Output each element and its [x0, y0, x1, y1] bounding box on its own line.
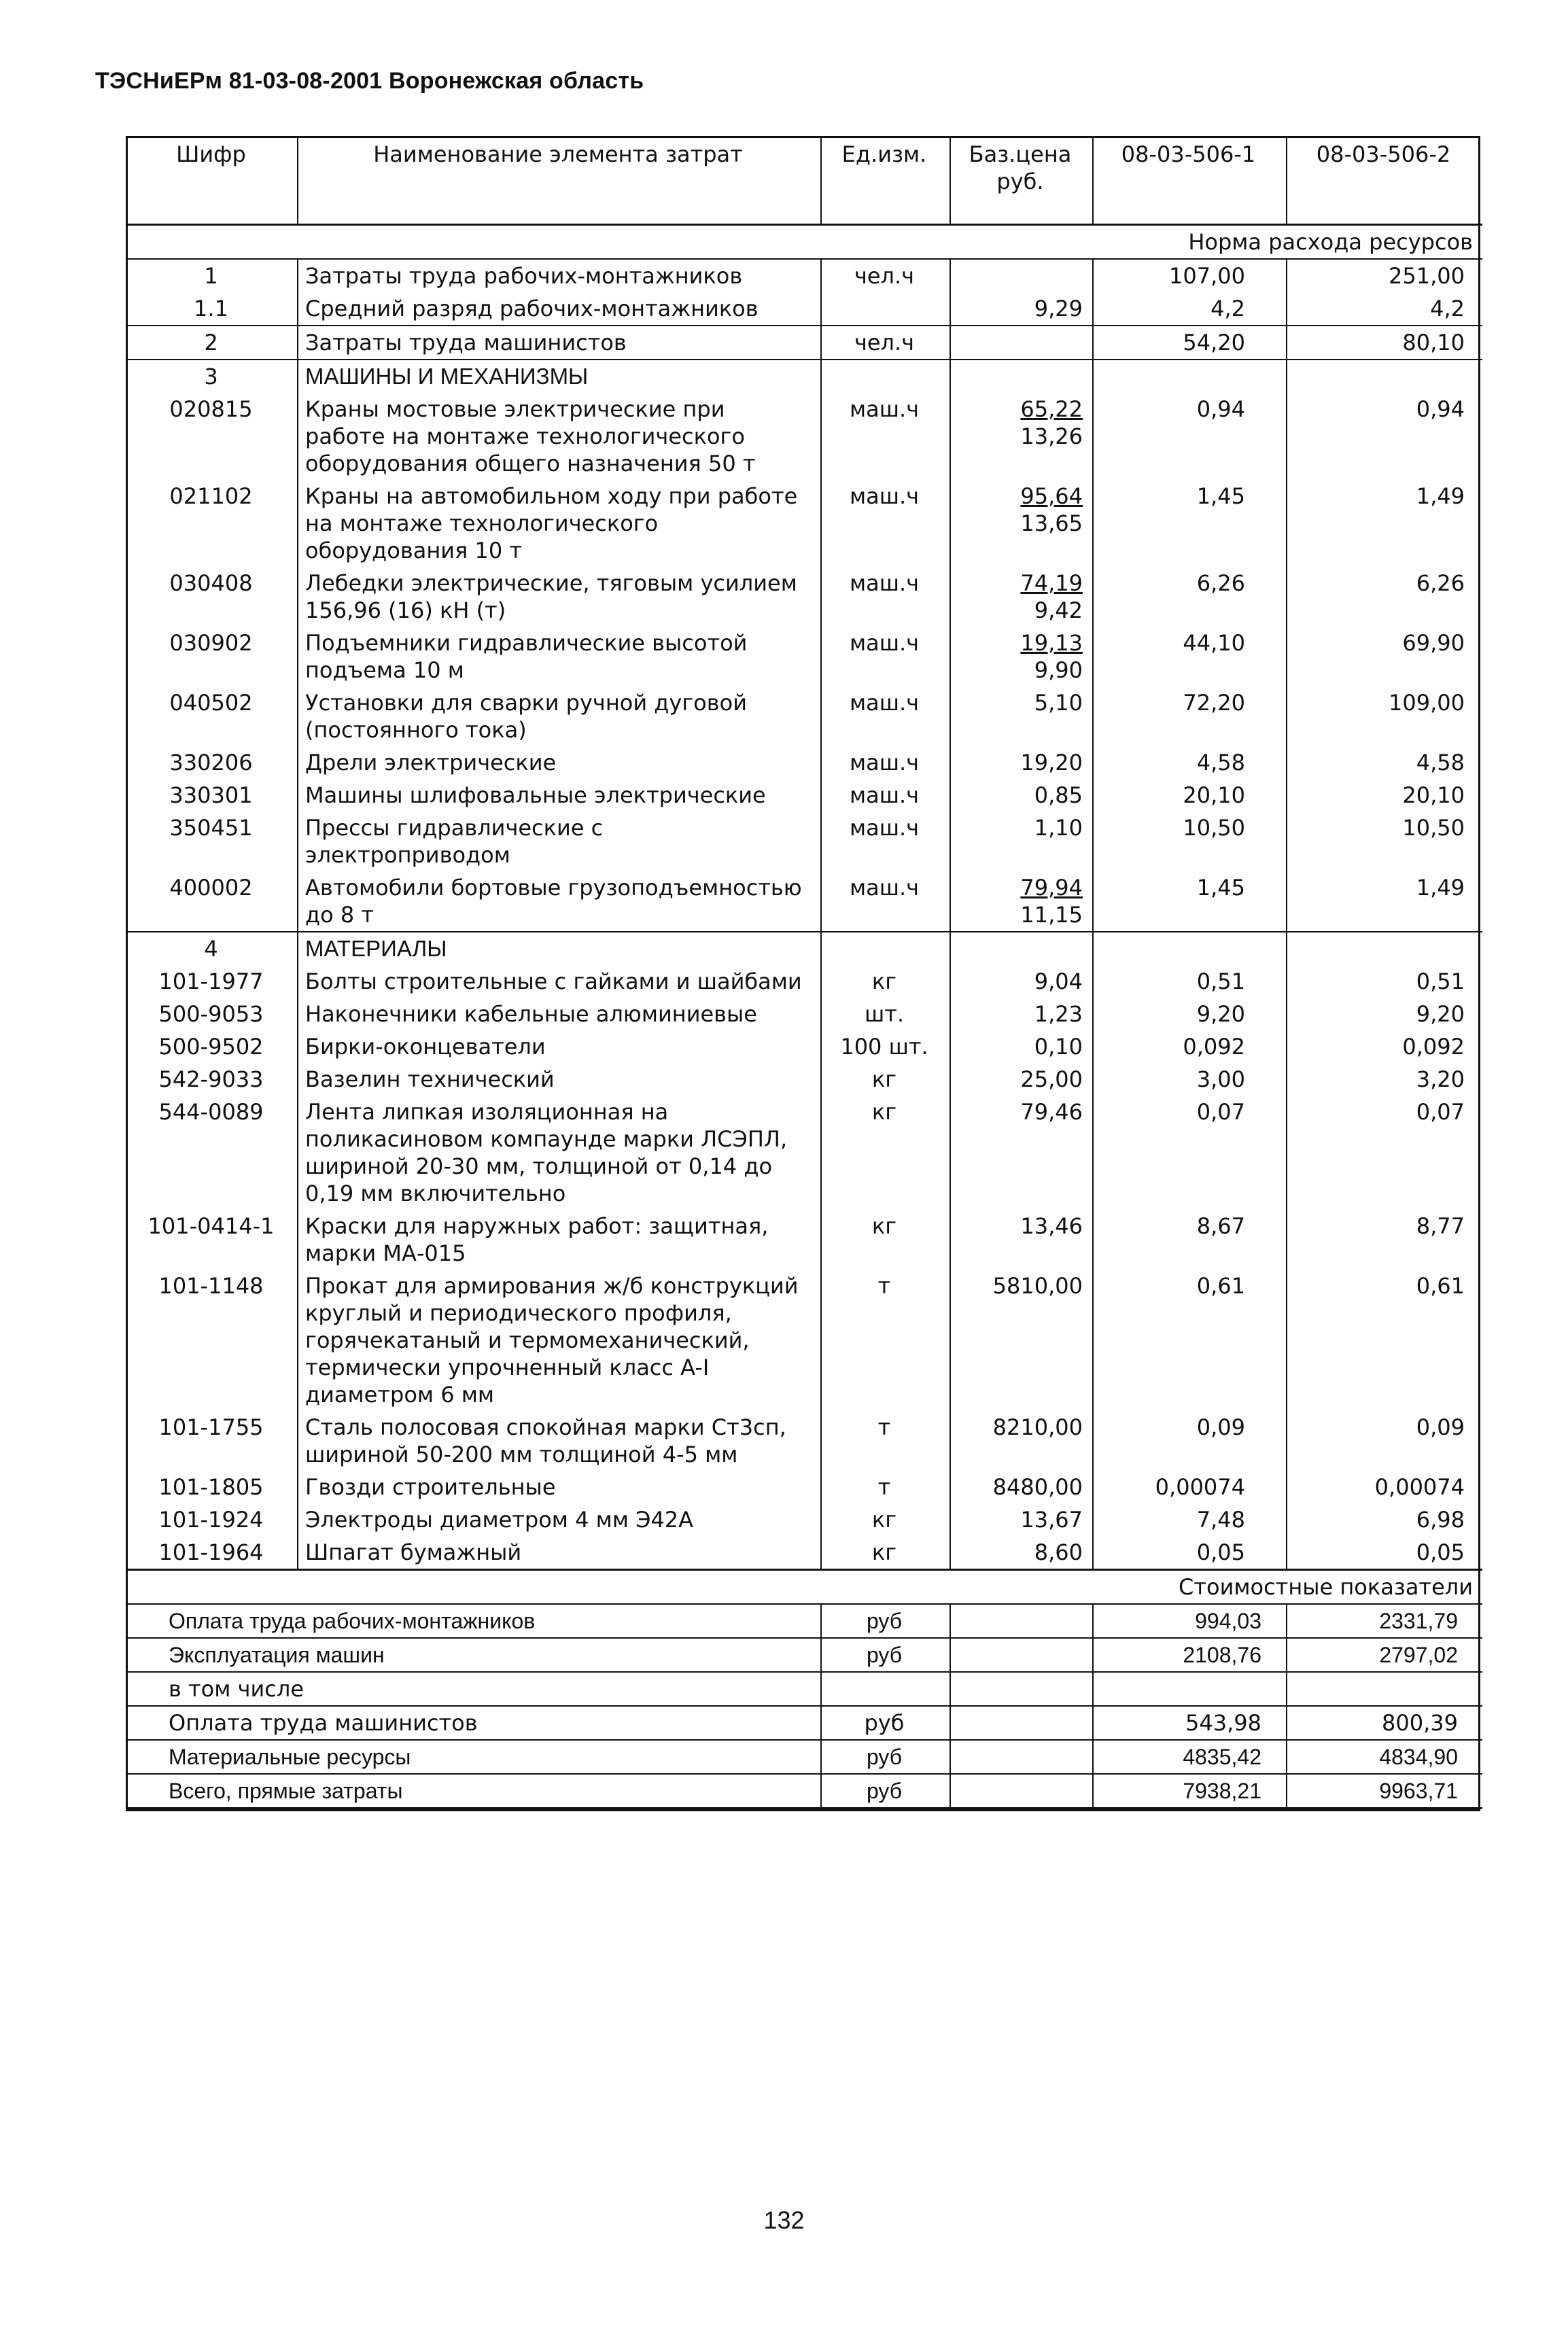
price-wage: 11,15	[1020, 902, 1083, 928]
row-price: 8,60	[950, 1536, 1093, 1570]
row-norm-2: 0,61	[1287, 1270, 1482, 1411]
row-code: 101-1755	[158, 1414, 264, 1440]
section-title: МАТЕРИАЛЫ	[298, 932, 821, 965]
row-code: 2	[128, 326, 298, 360]
cost-caption: Стоимостные показатели	[128, 1570, 1482, 1605]
section-empty	[950, 360, 1093, 393]
cost-unit: руб	[821, 1774, 950, 1809]
row-unit: кг	[821, 1503, 950, 1536]
cost-empty	[950, 1672, 1093, 1706]
row-norm-1: 3,00	[1093, 1063, 1287, 1096]
row-code: 040502	[169, 690, 253, 716]
row-code: 030408	[169, 570, 253, 596]
section-code: 4	[128, 932, 298, 965]
row-code: 1	[204, 263, 218, 289]
row-unit: маш.ч	[821, 779, 950, 812]
row-name: Подъемники гидравлические высотой подъема 10 м	[298, 627, 821, 686]
row-norm-2: 4,2	[1287, 292, 1482, 326]
machine-row	[128, 812, 1482, 871]
material-row	[128, 1411, 1482, 1471]
row-price	[950, 259, 1093, 292]
material-row	[128, 1210, 1482, 1270]
section-empty	[950, 932, 1093, 965]
row-name: Краны на автомобильном ходу при работе на монтаже технологического оборудования 10 т	[298, 480, 821, 567]
row-price	[950, 627, 1093, 686]
row-unit: маш.ч	[821, 393, 950, 480]
row-name: Автомобили бортовые грузоподъемностью до 8 т	[298, 871, 821, 932]
row-price: 25,00	[950, 1063, 1093, 1096]
row-unit: 100 шт.	[821, 1030, 950, 1063]
row-code: 500-9053	[158, 1001, 264, 1027]
price-total: 79,94	[1020, 875, 1083, 901]
row-name: Затраты труда рабочих-монтажников	[298, 259, 821, 292]
row-unit: шт.	[821, 998, 950, 1030]
row-price	[950, 567, 1093, 627]
row-unit: кг	[821, 1210, 950, 1270]
machine-row	[128, 746, 1482, 779]
row-norm-1: 4,58	[1093, 746, 1287, 779]
cost-row	[128, 1774, 1482, 1809]
table-body	[128, 225, 1482, 1570]
row-name: Средний разряд рабочих-монтажников	[298, 292, 821, 326]
row-name: Прокат для армирования ж/б конструкций круглый и периодического профиля, горячекатаный и термомеханический, термически упрочненный класс A-I диаметром 6 мм	[298, 1270, 821, 1411]
material-row	[128, 965, 1482, 998]
cost-row	[128, 1638, 1482, 1672]
row-name: Краски для наружных работ: защитная, марки МА-015	[298, 1210, 821, 1270]
row-norm-2: 6,26	[1287, 567, 1482, 627]
cost-empty	[950, 1706, 1093, 1740]
row-norm-1: 4,2	[1093, 292, 1287, 326]
row-unit: т	[821, 1411, 950, 1471]
row-unit: кг	[821, 965, 950, 998]
row-unit: маш.ч	[821, 567, 950, 627]
section-empty	[1287, 360, 1482, 393]
machine-row	[128, 779, 1482, 812]
row-norm-2: 0,51	[1287, 965, 1482, 998]
section-code: 3	[128, 360, 298, 393]
cost-unit: руб	[821, 1638, 950, 1672]
row-price: 0,85	[950, 779, 1093, 812]
row-norm-1: 9,20	[1093, 998, 1287, 1030]
cost-empty	[950, 1638, 1093, 1672]
row-norm-2: 3,20	[1287, 1063, 1482, 1096]
row-unit: кг	[821, 1536, 950, 1570]
column-header-code: Шифр	[128, 138, 298, 225]
row-code: 544-0089	[158, 1099, 264, 1125]
row-price: 5810,00	[950, 1270, 1093, 1411]
row-norm-2: 69,90	[1287, 627, 1482, 686]
column-header-norm-2: 08-03-506-2	[1287, 138, 1482, 225]
row-norm-1: 6,26	[1093, 567, 1287, 627]
row-code: 1.1	[194, 296, 228, 321]
material-row	[128, 1536, 1482, 1570]
row-norm-2: 1,49	[1287, 871, 1482, 932]
cost-label: Оплата труда рабочих-монтажников	[128, 1604, 821, 1638]
row-name: Сталь полосовая спокойная марки Ст3сп, шириной 50-200 мм толщиной 4-5 мм	[298, 1411, 821, 1471]
row-norm-1: 72,20	[1093, 686, 1287, 746]
row-name: Бирки-оконцеватели	[298, 1030, 821, 1063]
row-name: Вазелин технический	[298, 1063, 821, 1096]
row-unit: кг	[821, 1063, 950, 1096]
row-norm-2: 4,58	[1287, 746, 1482, 779]
row-price: 9,04	[950, 965, 1093, 998]
price-total: 95,64	[1020, 483, 1083, 509]
cost-label: Материальные ресурсы	[128, 1740, 821, 1774]
row-norm-1: 0,61	[1093, 1270, 1287, 1411]
column-header-price: Баз.цена руб.	[950, 138, 1093, 225]
row-price: 79,46	[950, 1096, 1093, 1210]
cost-value-1: 7938,21	[1093, 1774, 1287, 1809]
row-name: Шпагат бумажный	[298, 1536, 821, 1570]
machine-row	[128, 393, 1482, 480]
machine-row	[128, 871, 1482, 932]
row-price: 8480,00	[950, 1471, 1093, 1503]
row-norm-1: 0,092	[1093, 1030, 1287, 1063]
section-materials	[128, 932, 1482, 965]
cost-row	[128, 1740, 1482, 1774]
row-norm-2: 0,09	[1287, 1411, 1482, 1471]
row-unit: т	[821, 1270, 950, 1411]
cost-unit: руб	[821, 1604, 950, 1638]
cost-value-2: 4834,90	[1287, 1740, 1482, 1774]
row-norm-2: 10,50	[1287, 812, 1482, 871]
row-unit: чел.ч	[821, 326, 950, 360]
row-code: 350451	[169, 815, 253, 841]
row-price: 13,46	[950, 1210, 1093, 1270]
price-wage: 13,26	[1020, 423, 1083, 449]
row-name: Гвозди строительные	[298, 1471, 821, 1503]
cost-value-1: 994,03	[1093, 1604, 1287, 1638]
cost-row	[128, 1706, 1482, 1740]
cost-label: Эксплуатация машин	[128, 1638, 821, 1672]
table-header	[128, 138, 1482, 225]
row-price	[950, 393, 1093, 480]
column-header-norm-1: 08-03-506-1	[1093, 138, 1287, 225]
row-unit	[821, 292, 950, 326]
row-norm-2: 0,05	[1287, 1536, 1482, 1570]
row-price	[950, 480, 1093, 567]
cost-label: Всего, прямые затраты	[128, 1774, 821, 1809]
row-code: 101-0414-1	[147, 1213, 275, 1239]
cost-label: Оплата труда машинистов	[128, 1706, 821, 1740]
labor-row	[128, 292, 1482, 326]
row-norm-2: 8,77	[1287, 1210, 1482, 1270]
cost-value-2: 9963,71	[1287, 1774, 1482, 1809]
cost-value-2: 2331,79	[1287, 1604, 1482, 1638]
row-name: Затраты труда машинистов	[298, 326, 821, 360]
row-norm-1: 44,10	[1093, 627, 1287, 686]
row-code: 500-9502	[158, 1034, 264, 1060]
row-norm-1: 0,07	[1093, 1096, 1287, 1210]
labor-row	[128, 326, 1482, 360]
cost-value-1: 4835,42	[1093, 1740, 1287, 1774]
section-empty	[821, 360, 950, 393]
row-price: 19,20	[950, 746, 1093, 779]
row-unit: маш.ч	[821, 812, 950, 871]
page-header-title: ТЭСНиЕРм 81-03-08-2001 Воронежская область	[95, 68, 644, 94]
row-norm-1: 1,45	[1093, 871, 1287, 932]
row-norm-1: 20,10	[1093, 779, 1287, 812]
row-unit: кг	[821, 1096, 950, 1210]
row-code: 101-1977	[158, 969, 264, 994]
row-unit: чел.ч	[821, 259, 950, 292]
column-header-unit: Ед.изм.	[821, 138, 950, 225]
row-price: 1,10	[950, 812, 1093, 871]
norm-table	[128, 138, 1482, 1809]
cost-row	[128, 1604, 1482, 1638]
cost-row	[128, 1672, 1482, 1706]
price-wage: 9,42	[1034, 597, 1083, 623]
cost-empty	[950, 1774, 1093, 1809]
row-name: Болты строительные с гайками и шайбами	[298, 965, 821, 998]
row-norm-1: 0,09	[1093, 1411, 1287, 1471]
material-row	[128, 1503, 1482, 1536]
row-price: 9,29	[950, 292, 1093, 326]
row-norm-1: 0,05	[1093, 1536, 1287, 1570]
row-norm-2: 1,49	[1287, 480, 1482, 567]
row-name: Краны мостовые электрические при работе на монтаже технологического оборудования общего назначения 50 т	[298, 393, 821, 480]
row-code: 021102	[169, 483, 253, 509]
section-empty	[1287, 932, 1482, 965]
row-code: 030902	[169, 630, 253, 656]
row-norm-1: 0,51	[1093, 965, 1287, 998]
row-norm-2: 0,07	[1287, 1096, 1482, 1210]
resource-norm-table	[126, 136, 1480, 1811]
row-name: Прессы гидравлические с электроприводом	[298, 812, 821, 871]
material-row	[128, 1096, 1482, 1210]
row-code: 020815	[169, 396, 253, 422]
row-norm-1: 0,94	[1093, 393, 1287, 480]
price-total: 19,13	[1020, 630, 1083, 656]
price-wage: 13,65	[1020, 510, 1083, 536]
material-row	[128, 1471, 1482, 1503]
material-row	[128, 998, 1482, 1030]
row-norm-1: 8,67	[1093, 1210, 1287, 1270]
row-norm-2: 0,092	[1287, 1030, 1482, 1063]
row-unit: маш.ч	[821, 746, 950, 779]
cost-value-2: 2797,02	[1287, 1638, 1482, 1672]
row-norm-1: 1,45	[1093, 480, 1287, 567]
section-title: МАШИНЫ И МЕХАНИЗМЫ	[298, 360, 821, 393]
material-row	[128, 1270, 1482, 1411]
cost-value-2	[1287, 1672, 1482, 1706]
section-empty	[1093, 360, 1287, 393]
row-price	[950, 326, 1093, 360]
machine-row	[128, 567, 1482, 627]
cost-value-1: 2108,76	[1093, 1638, 1287, 1672]
cost-unit: руб	[821, 1740, 950, 1774]
price-wage: 9,90	[1034, 657, 1083, 683]
row-price: 1,23	[950, 998, 1093, 1030]
cost-value-1	[1093, 1672, 1287, 1706]
section-empty	[1093, 932, 1287, 965]
cost-value-2: 800,39	[1287, 1706, 1482, 1740]
row-unit: маш.ч	[821, 686, 950, 746]
row-name: Лебедки электрические, тяговым усилием 156,96 (16) кН (т)	[298, 567, 821, 627]
row-code: 101-1964	[158, 1539, 264, 1565]
row-norm-1: 7,48	[1093, 1503, 1287, 1536]
row-code: 330301	[169, 782, 253, 808]
row-unit: маш.ч	[821, 871, 950, 932]
row-norm-1: 10,50	[1093, 812, 1287, 871]
row-price: 13,67	[950, 1503, 1093, 1536]
section-machines	[128, 360, 1482, 393]
cost-label: в том числе	[128, 1672, 821, 1706]
column-header-name: Наименование элемента затрат	[298, 138, 821, 225]
material-row	[128, 1063, 1482, 1096]
machine-row	[128, 627, 1482, 686]
section-empty	[821, 932, 950, 965]
row-price: 8210,00	[950, 1411, 1093, 1471]
row-norm-2: 251,00	[1287, 259, 1482, 292]
cost-value-1: 543,98	[1093, 1706, 1287, 1740]
row-norm-2: 0,94	[1287, 393, 1482, 480]
row-norm-2: 9,20	[1287, 998, 1482, 1030]
row-unit: маш.ч	[821, 480, 950, 567]
machine-row	[128, 686, 1482, 746]
row-norm-2: 20,10	[1287, 779, 1482, 812]
row-code: 101-1148	[158, 1273, 264, 1299]
cost-unit	[821, 1672, 950, 1706]
row-norm-1: 107,00	[1093, 259, 1287, 292]
cost-empty	[950, 1604, 1093, 1638]
row-name: Установки для сварки ручной дуговой (постоянного тока)	[298, 686, 821, 746]
cost-unit: руб	[821, 1706, 950, 1740]
row-code: 101-1805	[158, 1474, 264, 1500]
row-unit: маш.ч	[821, 627, 950, 686]
row-norm-1: 0,00074	[1093, 1471, 1287, 1503]
row-norm-2: 109,00	[1287, 686, 1482, 746]
row-unit: т	[821, 1471, 950, 1503]
material-row	[128, 1030, 1482, 1063]
row-code: 330206	[169, 750, 253, 775]
row-norm-2: 80,10	[1287, 326, 1482, 360]
norm-caption: Норма расхода ресурсов	[128, 225, 1482, 260]
row-code: 400002	[169, 875, 253, 901]
price-total: 74,19	[1020, 570, 1083, 596]
row-price: 5,10	[950, 686, 1093, 746]
cost-summary	[128, 1570, 1482, 1809]
row-name: Дрели электрические	[298, 746, 821, 779]
machine-row	[128, 480, 1482, 567]
labor-row	[128, 259, 1482, 292]
page-number: 132	[763, 2206, 805, 2234]
row-norm-2: 0,00074	[1287, 1471, 1482, 1503]
row-name: Электроды диаметром 4 мм Э42А	[298, 1503, 821, 1536]
row-name: Лента липкая изоляционная на поликасиновом компаунде марки ЛСЭПЛ, шириной 20-30 мм, толщиной от 0,14 до 0,19 мм включительно	[298, 1096, 821, 1210]
cost-empty	[950, 1740, 1093, 1774]
row-code: 542-9033	[158, 1066, 264, 1092]
row-norm-2: 6,98	[1287, 1503, 1482, 1536]
row-price: 0,10	[950, 1030, 1093, 1063]
row-name: Наконечники кабельные алюминиевые	[298, 998, 821, 1030]
row-name: Машины шлифовальные электрические	[298, 779, 821, 812]
row-price	[950, 871, 1093, 932]
price-total: 65,22	[1020, 396, 1083, 422]
row-norm-1: 54,20	[1093, 326, 1287, 360]
row-code: 101-1924	[158, 1507, 264, 1533]
